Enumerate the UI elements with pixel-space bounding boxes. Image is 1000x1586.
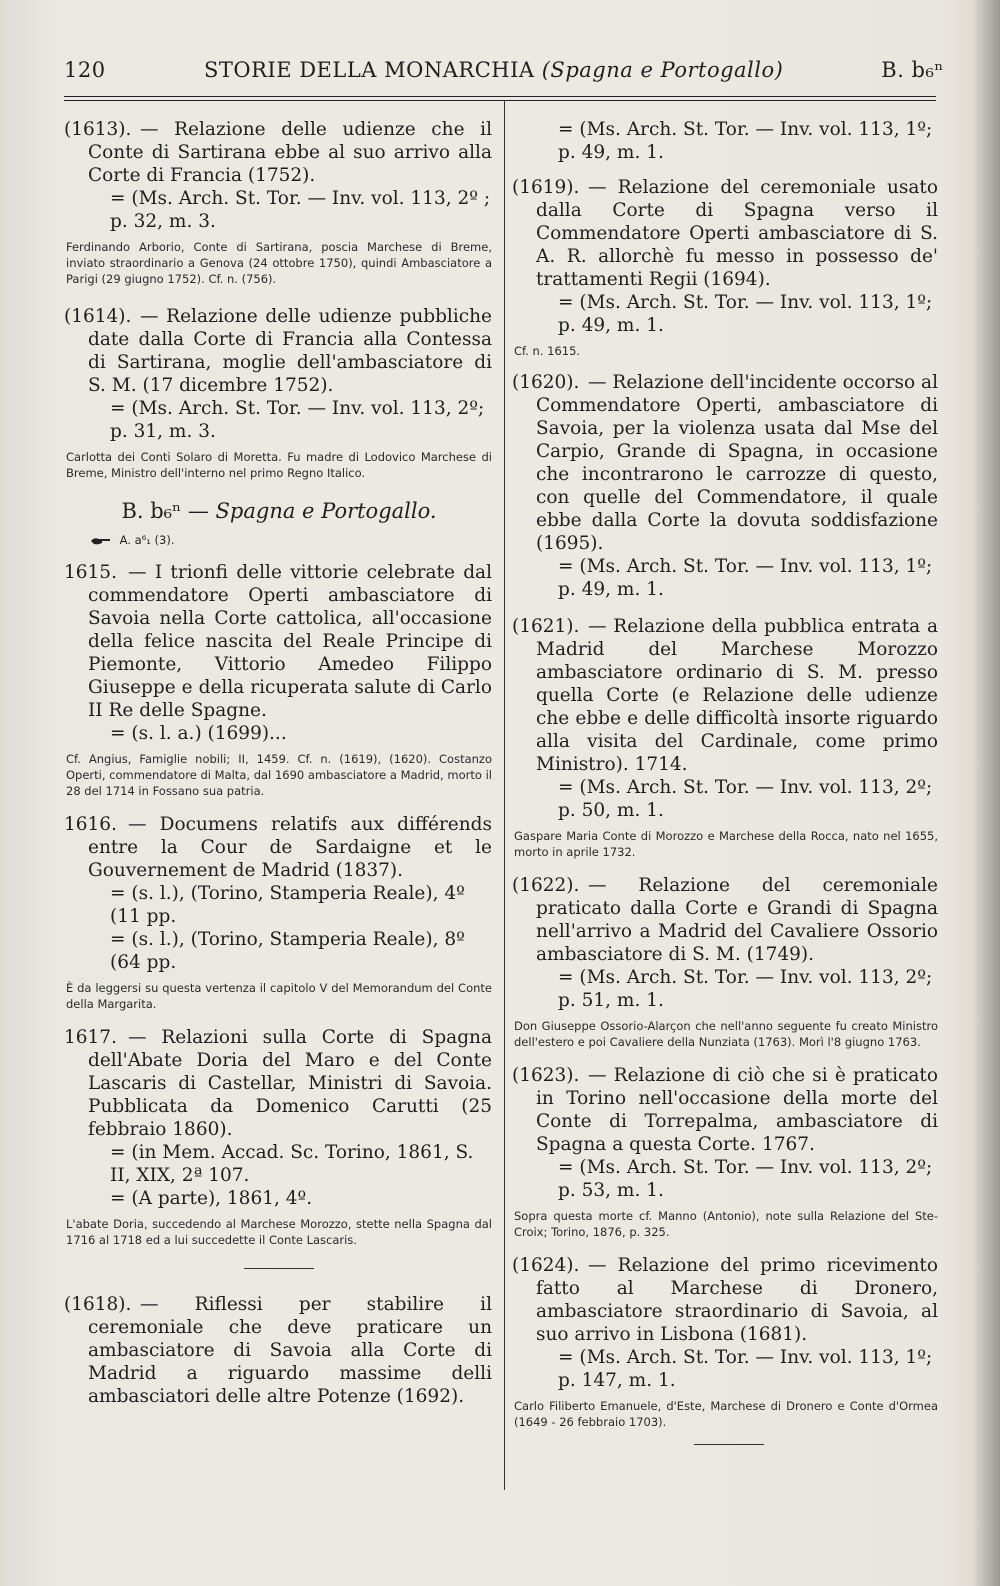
entry-note: Cf. Angius, Famiglie nobili; II, 1459. Cf. n. (1619), (1620). Costanzo Operti, commendatore di Malta, dal 1690 ambasciatore a Madrid, morto il 28 del 1714 in Fossano sua patria. — [66, 752, 492, 798]
entry-ref: = (Ms. Arch. St. Tor. — Inv. vol. 113, 2º; p. 31, m. 3. — [110, 398, 485, 442]
entry-number: 1615. — [64, 562, 117, 583]
entry-ref: = (Ms. Arch. St. Tor. — Inv. vol. 113, 1º; p. 49, m. 1. — [558, 119, 933, 163]
entry-ref-second: = (A parte), 1861, 4º. — [110, 1188, 313, 1209]
section-title: Spagna e Portogallo. — [215, 499, 437, 523]
entry-note: Carlo Filiberto Emanuele, d'Este, Marchese di Dronero e Conte d'Ormea (1649 - 26 febbraio 1703). — [514, 1399, 938, 1429]
header-rule — [64, 96, 936, 97]
separator-rule — [694, 1444, 764, 1445]
entry-number: (1613). — [64, 119, 132, 140]
entry-number: (1622). — [512, 875, 580, 896]
entry-ref: = (Ms. Arch. St. Tor. — Inv. vol. 113, 1º; p. 49, m. 1. — [558, 292, 933, 336]
entry-body — [66, 1026, 492, 1141]
running-title — [204, 58, 783, 82]
entry-body — [514, 176, 938, 291]
entry-1618 — [66, 1293, 492, 1408]
section-dash: — — [187, 499, 209, 523]
entry-ref: = (s. l. a.) (1699)... — [110, 723, 287, 744]
entry-text: — I trionfi delle vittorie celebrate dal commendatore Operti ambasciatore di Savoia nella Corte cattolica, all'occasione della felice nascita del Reale Principe di Piemonte, Vittorio Amedeo Filippo Giuseppe e della ricuperata salute di Carlo II Re delle Spagne. — [88, 562, 492, 721]
entry-note: Carlotta dei Conti Solaro di Moretta. Fu madre di Lodovico Marchese di Breme, Ministro dell'interno nel primo Regno Italico. — [66, 450, 492, 480]
entry-1613 — [66, 118, 492, 287]
right-column — [514, 118, 938, 1445]
entry-ref: = (in Mem. Accad. Sc. Torino, 1861, S. II, XIX, 2ª 107. — [110, 1142, 474, 1186]
entry-ref-second: = (s. l.), (Torino, Stamperia Reale), 8º (64 pp. — [110, 929, 465, 973]
entry-body — [66, 305, 492, 397]
cross-reference — [90, 533, 492, 547]
entry-text: — Relazione dell'incidente occorso al Commendatore Operti, ambasciatore di Savoia, per la violenza usata dal Mse del Carpio, Grande di Spagna, in occasione che incontrarono le carrozze di questo, con quelle del Commendatore, il quale ebbe dalla Corte la dovuta soddisfazione (1695). — [536, 372, 938, 554]
section-heading — [66, 499, 492, 523]
separator-rule — [244, 1268, 314, 1269]
entry-number: (1620). — [512, 372, 580, 393]
entry-body — [514, 615, 938, 776]
entry-text: — Relazione del ceremoniale usato dalla Corte di Spagna verso il Commendatore Operti ambasciatore di S. A. R. allorchè fu messo in possesso de' trattamenti Regii (1694). — [536, 177, 938, 290]
entry-note: Sopra questa morte cf. Manno (Antonio), note sulla Relazione del Ste-Croix; Torino, 1876, p. 325. — [514, 1209, 938, 1239]
entry-text: — Relazione delle udienze pubbliche date dalla Corte di Francia alla Contessa di Sartirana, moglie dell'ambasciatore di S. M. (17 dicembre 1752). — [88, 306, 492, 396]
left-column — [66, 118, 492, 1416]
running-title-main: STORIE DELLA MONARCHIA — [204, 58, 535, 82]
entry-number: 1616. — [64, 814, 117, 835]
entry-body — [66, 118, 492, 187]
entry-ref: = (s. l.), (Torino, Stamperia Reale), 4º (11 pp. — [110, 883, 465, 927]
page-edge-shadow — [972, 0, 1000, 1586]
entry-note: Ferdinando Arborio, Conte di Sartirana, poscia Marchese di Breme, inviato straordinario a Genova (24 ottobre 1750), quindi Ambasciatore a Parigi (29 giugno 1752). Cf. n. (756). — [66, 240, 492, 286]
section-code: B. b₆ⁿ — [121, 499, 182, 523]
entry-1614 — [66, 305, 492, 481]
entry-1621 — [514, 615, 938, 860]
entry-text: — Relazione di ciò che si è praticato in Torino nell'occasione della morte del Conte di Torrepalma, ambasciatore di Spagna a questa Corte. 1767. — [536, 1065, 938, 1155]
entry-number: 1617. — [64, 1027, 117, 1048]
entry-ref: = (Ms. Arch. St. Tor. — Inv. vol. 113, 1º; p. 147, m. 1. — [558, 1347, 933, 1391]
entry-number: (1619). — [512, 177, 580, 198]
header-rule-double — [64, 100, 936, 101]
entry-number: (1624). — [512, 1255, 580, 1276]
entry-ref: = (Ms. Arch. St. Tor. — Inv. vol. 113, 2º; p. 51, m. 1. — [558, 967, 933, 1011]
entry-1620 — [514, 371, 938, 601]
entry-body — [66, 561, 492, 722]
entry-note: Don Giuseppe Ossorio-Alarçon che nell'anno seguente fu creato Ministro dell'estero e poi Cavaliere della Nunziata (1763). Morì l'8 giugno 1763. — [514, 1019, 938, 1049]
entry-ref: = (Ms. Arch. St. Tor. — Inv. vol. 113, 2º; p. 53, m. 1. — [558, 1157, 933, 1201]
signature-mark: B. b₆ⁿ — [881, 58, 944, 82]
entry-1617 — [66, 1026, 492, 1248]
entry-number: (1618). — [64, 1294, 132, 1315]
entry-text: — Relazioni sulla Corte di Spagna dell'Abate Doria del Maro e del Conte Lascaris di Castellar, Ministri di Savoia. Pubblicata da Domenico Carutti (25 febbraio 1860). — [88, 1027, 492, 1140]
running-title-sub: (Spagna e Portogallo) — [541, 58, 784, 82]
page-number: 120 — [64, 58, 106, 82]
entry-body — [66, 1293, 492, 1408]
entry-number: (1621). — [512, 616, 580, 637]
running-header — [64, 58, 944, 94]
entry-number: (1614). — [64, 306, 132, 327]
entry-1622 — [514, 874, 938, 1050]
entry-body — [514, 874, 938, 966]
entry-body — [514, 371, 938, 555]
entry-1619 — [514, 176, 938, 359]
entry-text: — Documens relatifs aux différends entre la Cour de Sardaigne et le Gouvernement de Madrid (1837). — [88, 814, 492, 881]
column-divider — [504, 100, 505, 1490]
entry-text: — Relazione della pubblica entrata a Madrid del Marchese Morozzo ambasciatore ordinario di S. M. presso quella Corte (e Relazione delle udienze che ebbe e delle difficoltà insorte riguardo alla visita del Cardinale, come primo Ministro). 1714. — [536, 616, 938, 775]
entry-ref: = (Ms. Arch. St. Tor. — Inv. vol. 113, 1º; p. 49, m. 1. — [558, 556, 933, 600]
entry-1616 — [66, 813, 492, 1012]
entry-1624 — [514, 1254, 938, 1430]
entry-note: Gaspare Maria Conte di Morozzo e Marchese della Rocca, nato nel 1655, morto in aprile 1732. — [514, 829, 938, 859]
entry-text: — Relazione del primo ricevimento fatto al Marchese di Dronero, ambasciatore straordinario di Savoia, al suo arrivo in Lisbona (1681). — [536, 1255, 938, 1345]
entry-body — [514, 1254, 938, 1346]
entry-body — [514, 1064, 938, 1156]
entry-body — [66, 813, 492, 882]
entry-text: — Relazione del ceremoniale praticato dalla Corte e Grandi di Spagna nell'arrivo a Madrid del Cavaliere Ossorio ambasciatore di S. M. (1749). — [536, 875, 938, 965]
cross-reference-text: A. a⁶₁ (3). — [119, 533, 175, 547]
entry-1623 — [514, 1064, 938, 1240]
entry-text: — Riflessi per stabilire il ceremoniale che deve praticare un ambasciatore di Savoia alla Corte di Madrid a riguardo massime delli ambasciatori delle altre Potenze (1692). — [88, 1294, 492, 1407]
entry-note: È da leggersi su questa vertenza il capitolo V del Memorandum del Conte della Margarita. — [66, 981, 492, 1011]
pointing-hand-icon — [90, 536, 112, 546]
entry-continuation — [514, 118, 938, 164]
entry-note: L'abate Doria, succedendo al Marchese Morozzo, stette nella Spagna dal 1716 al 1718 ed a lui succedette il Conte Lascaris. — [66, 1217, 492, 1247]
entry-1615 — [66, 561, 492, 799]
entry-ref: = (Ms. Arch. St. Tor. — Inv. vol. 113, 2º; p. 50, m. 1. — [558, 777, 933, 821]
entry-note: Cf. n. 1615. — [514, 344, 581, 358]
entry-ref: = (Ms. Arch. St. Tor. — Inv. vol. 113, 2º ; p. 32, m. 3. — [110, 188, 491, 232]
entry-number: (1623). — [512, 1065, 580, 1086]
entry-text: — Relazione delle udienze che il Conte di Sartirana ebbe al suo arrivo alla Corte di Francia (1752). — [88, 119, 492, 186]
